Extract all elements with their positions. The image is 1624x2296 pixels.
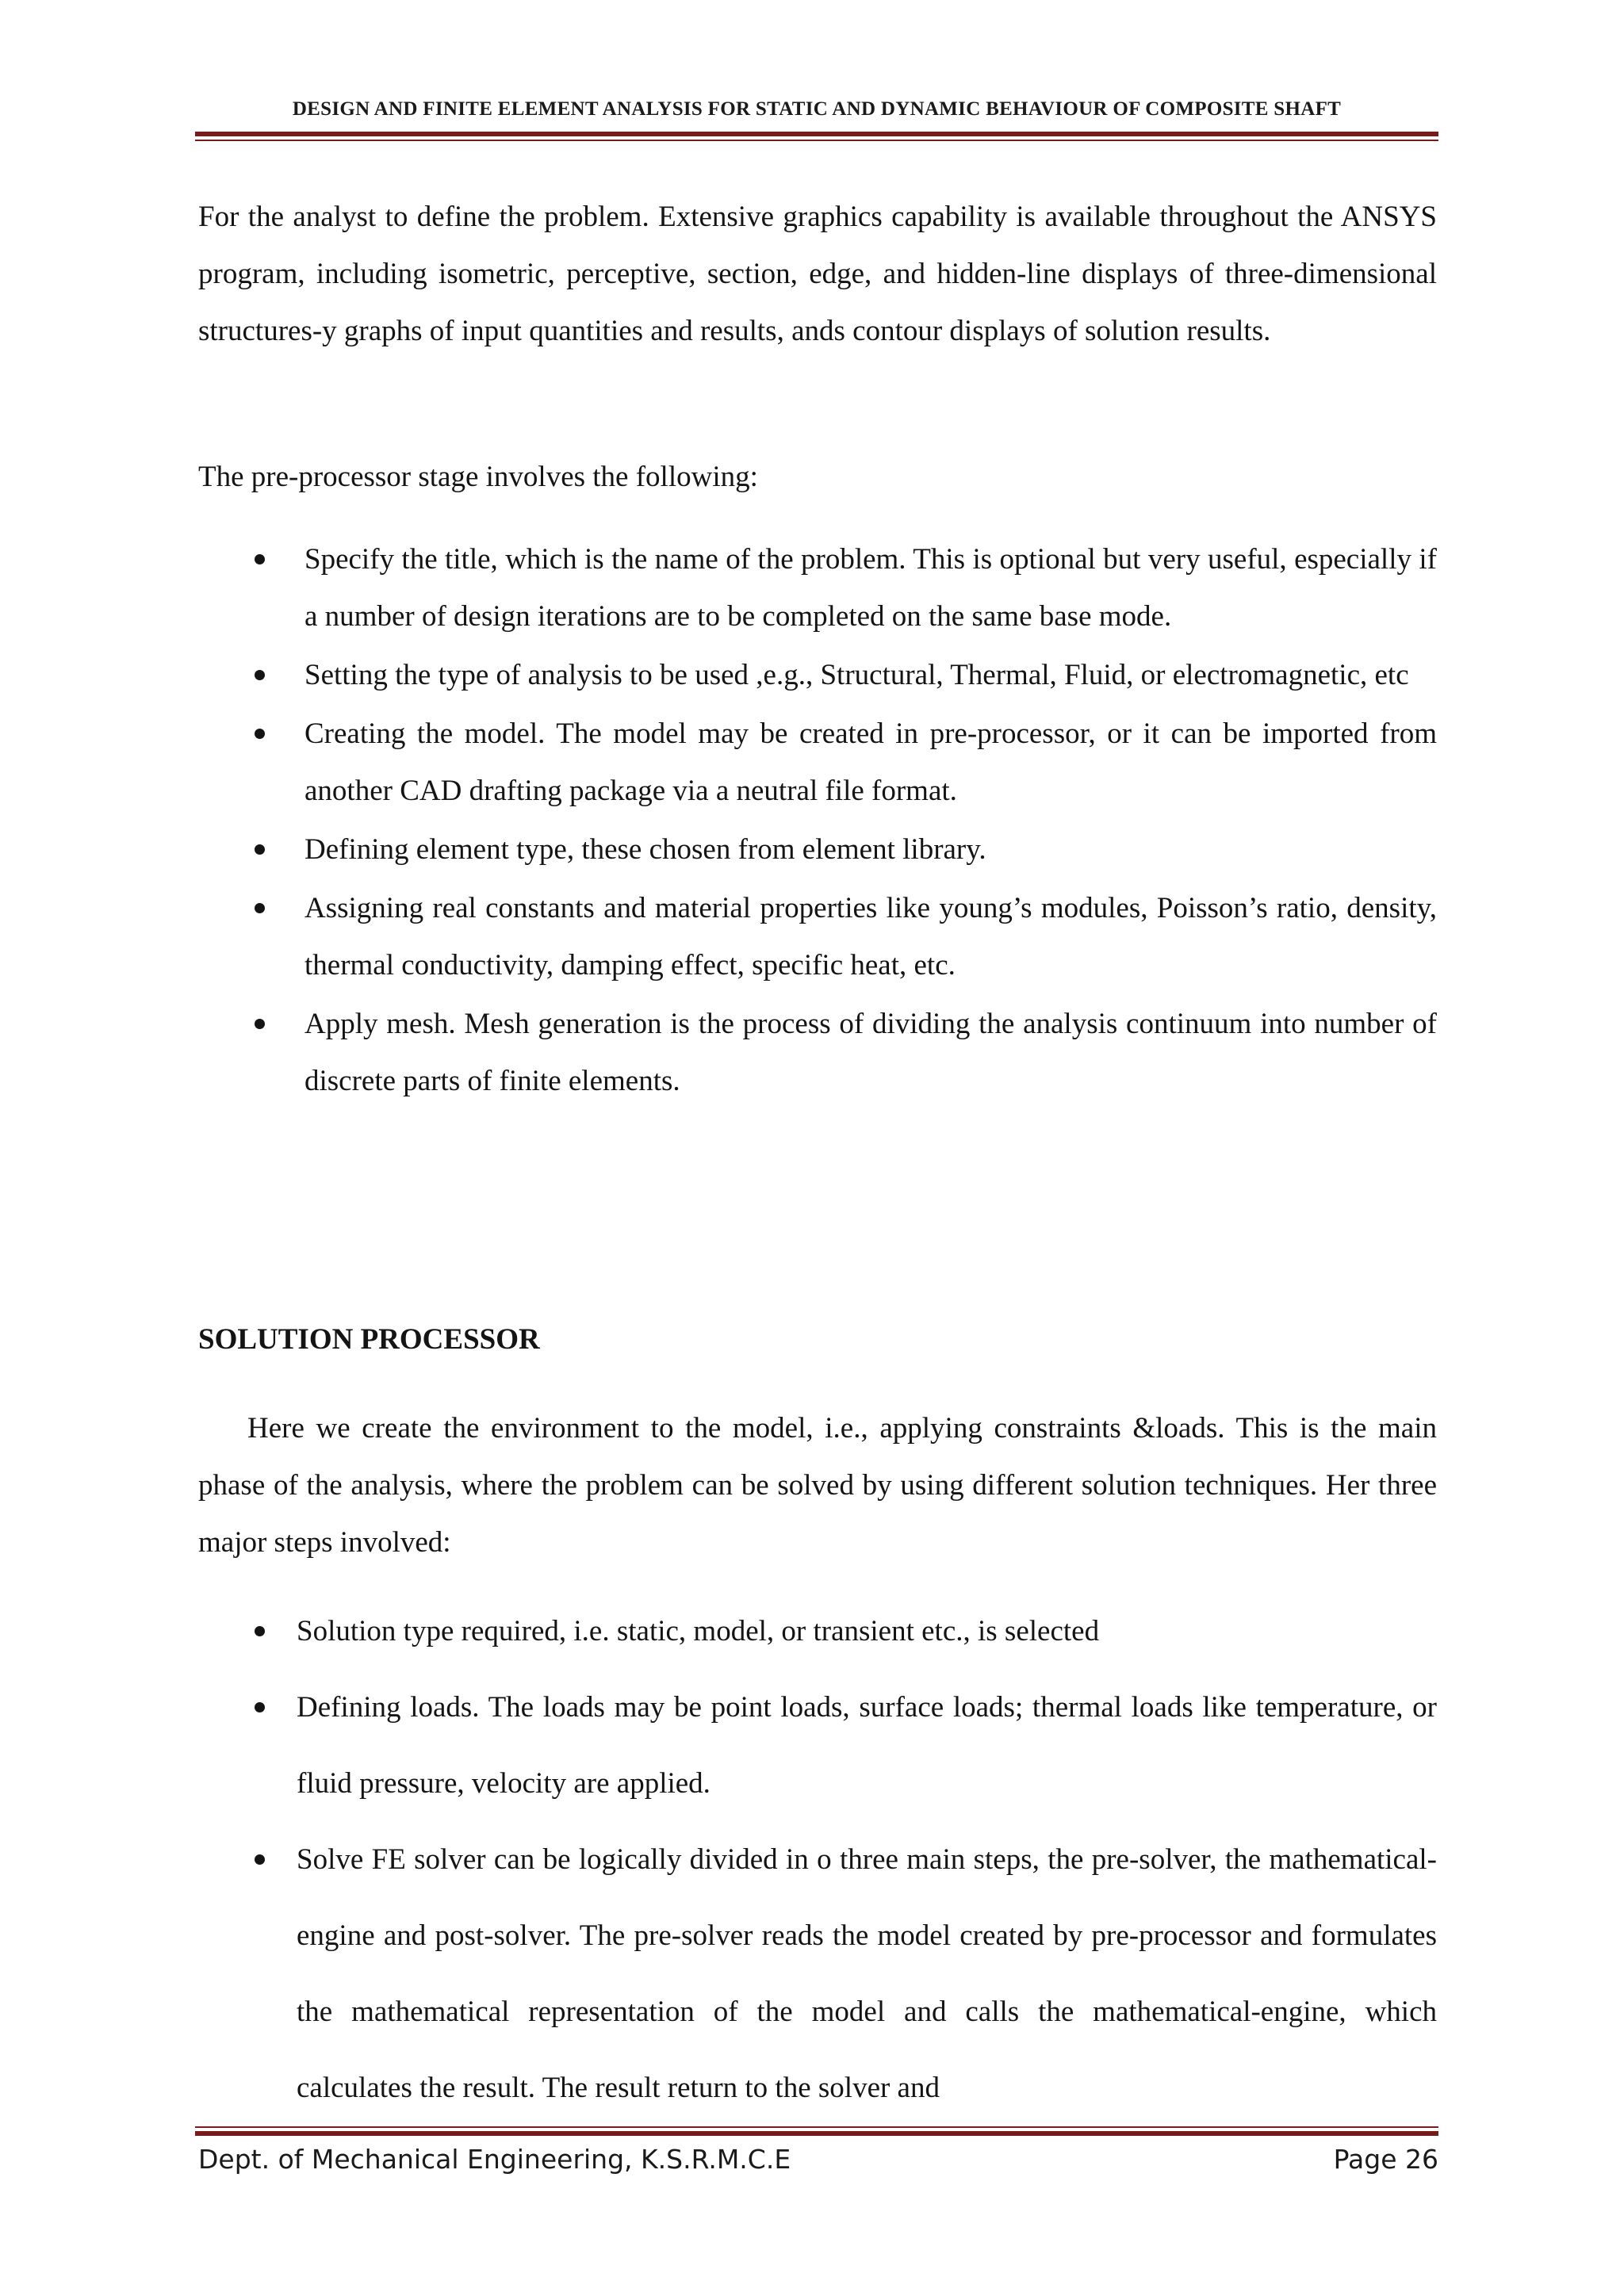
footer-rule: [195, 2131, 1438, 2136]
list-item: Apply mesh. Mesh generation is the process of dividing the analysis continuum into number of discrete parts of finite elements.: [304, 1008, 1437, 1097]
paragraph-solution: Here we create the environment to the model, i.e., applying constraints &loads. This is the main phase of the analysis, where the problem can be solved by using different solution techniques. Her three major steps involved:: [198, 1412, 1437, 1559]
list-item: Solve FE solver can be logically divided in o three main steps, the pre-solver, the mathematical-engine and post-solver. The pre-solver reads the model created by pre-processor and formulates the mathematical representation of the model and calls the mathematical-engine, which calculates the result. The result return to the solver and: [297, 1843, 1437, 2104]
list-item: Creating the model. The model may be created in pre-processor, or it can be imported from another CAD drafting package via a neutral file format.: [304, 718, 1437, 807]
paragraph-intro: For the analyst to define the problem. Extensive graphics capability is available throughout the ANSYS program, including isometric, perceptive, section, edge, and hidden-line displays of three-dimensional structures-y graphs of input quantities and results, ands contour displays of solution results.: [198, 201, 1437, 347]
running-header: DESIGN AND FINITE ELEMENT ANALYSIS FOR STATIC AND DYNAMIC BEHAVIOUR OF COMPOSITE SHAFT: [292, 98, 1342, 120]
header-rule-thin: [195, 140, 1438, 141]
header-rule: [195, 132, 1438, 136]
footer-rule-thin: [195, 2126, 1438, 2128]
list-item: Specify the title, which is the name of the problem. This is optional but very useful, especially if a number of design iterations are to be completed on the same base mode.: [304, 543, 1437, 633]
preprocessor-list: [198, 531, 1437, 1112]
list-item: Defining element type, these chosen from element library.: [304, 833, 986, 866]
list-item: Setting the type of analysis to be used ,e.g., Structural, Thermal, Fluid, or electromagnetic, etc: [304, 659, 1409, 691]
paragraph-preprocessor-lead: The pre-processor stage involves the following:: [198, 461, 758, 493]
section-heading: SOLUTION PROCESSOR: [198, 1323, 540, 1356]
page-number: Page 26: [1333, 2144, 1438, 2175]
list-item: Assigning real constants and material properties like young’s modules, Poisson’s ratio, density, thermal conductivity, damping effect, specific heat, etc.: [304, 892, 1437, 982]
list-item: Solution type required, i.e. static, model, or transient etc., is selected: [297, 1615, 1100, 1647]
footer-department: Dept. of Mechanical Engineering, K.S.R.M.C.E: [198, 2144, 791, 2175]
list-item: Defining loads. The loads may be point loads, surface loads; thermal loads like temperature, or fluid pressure, velocity are applied.: [297, 1691, 1437, 1800]
solution-list: [198, 1594, 1437, 2126]
